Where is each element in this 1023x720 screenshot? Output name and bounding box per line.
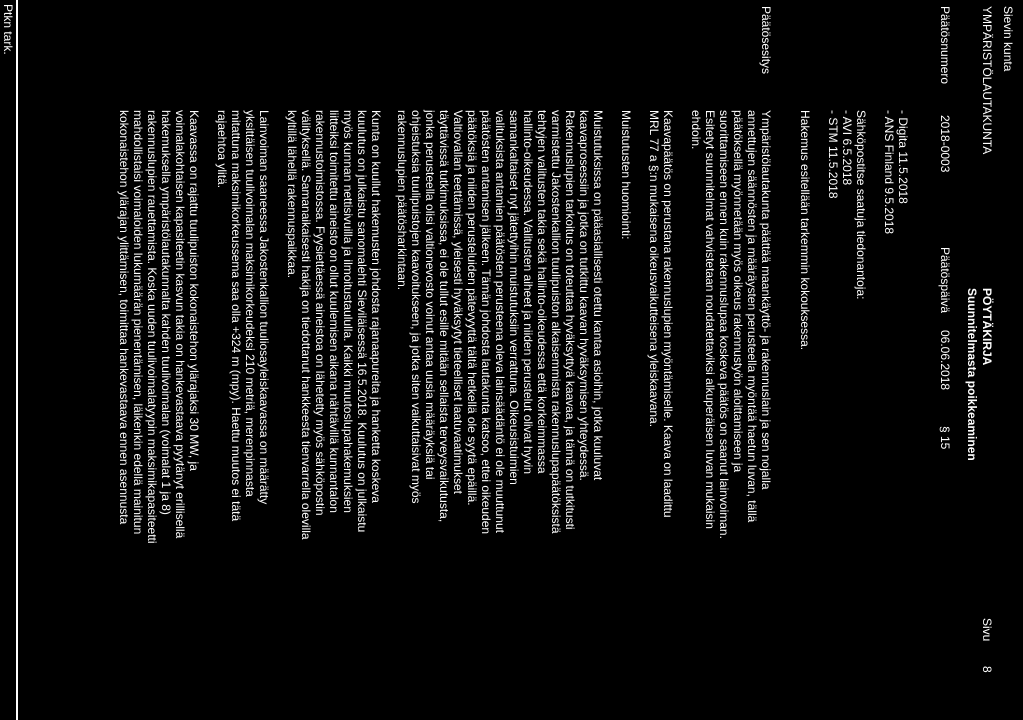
paragraph-line: päätöksellä myönnetään myös oikeus rakennustyön aloittamiseen ja <box>731 110 745 473</box>
paragraph-line: varmistettu Jakostenkallion tuulipuiston alkaisemmista rakennuslupapäätöksistä <box>549 110 563 534</box>
paragraph-line: kyltillä lähellä rakennuspaikkaa. <box>285 110 299 279</box>
paragraph-line: mahdollistaisi voimaloiden lukumäärän pienentämisen, läikenkin edellä mainitun <box>131 110 145 535</box>
paragraph-line: rajaehtoa ylitä. <box>215 110 229 189</box>
footer-rule <box>16 0 18 720</box>
meeting-note: Hakemus esitellään tarkemmin kokouksessa. <box>798 110 812 351</box>
paragraph-line: Kaavassa on rajattu tuulipuiston kokonaistehon ylärajaksi 30 MW, ja <box>187 110 201 471</box>
paragraph-line: päätöksiä ja niiden perusteluiden pätevyyttä tältä hetkellä ole syytä epäillä. <box>465 110 479 506</box>
paragraph-line: Muistutuksissa on pääasiallisesti otettu kantaa asioihin, jotka kuuluvat <box>591 110 605 481</box>
paragraph-line: täyttävissä tutkimuksissa, ei ole tullut esille mitään sellaista terveysvaikutusta, <box>437 110 451 523</box>
proposal-label: Päätösesitys <box>759 6 773 75</box>
paragraph-line: hakemuksella ympäristölautakunnalta kahden tuulivoimalan (voimalat 1 ja 8) <box>159 110 173 515</box>
paragraph-line: rakennuslupien rauettamista. Koska uuden tuulivoimalatyypin maksimikapasiteetti <box>145 110 159 544</box>
paragraph-line: kuulutus on julkaistu sanomalehti Sieviläisessä 16.5.2018. Kuulutus on julkaistu <box>355 110 369 533</box>
paragraph-line: rakennustoimistossa. Fyysiettäessä aineistoa on lähetetty myös sähköpostin <box>313 110 327 516</box>
paragraph-line: jonka perusteella olisi valtionevosto voinut antaa uusia määräyksiä tai <box>423 110 437 480</box>
statement-item: - Digita 11.5.2018 <box>896 110 910 204</box>
paragraph-line: ehdoin. <box>689 110 703 150</box>
paragraph-line: Ympäristölautakunta päättää maankäyttö- ja rakennuslain ja sen nojalla <box>759 110 773 490</box>
paragraph-line: päätösten antamisen jälkeen. Tämän johdosta lautakunta katsoo, ettei oikeuden <box>479 110 493 535</box>
paragraph-line: voimalakohtaisen kapasiteetin kasvun takia on hankevastaava pyytänyt erillisellä <box>173 110 187 539</box>
paragraph-line: Valtiovallan teettämissä, yleisesti hyväksytyt tieteelliset laatuvaatimukset <box>451 110 465 494</box>
page-number: 8 <box>980 666 994 673</box>
paragraph-line: hallinto-oikeudessa. Valitusten aiheet ja niiden perustelut olivat hyvin <box>521 110 535 475</box>
footer-review-note: Ptkn tark. <box>1 4 15 55</box>
page-label: Sivu <box>980 618 994 642</box>
paragraph-line: Kunta on kuullut hakemusten johdosta rajanaapureita ja hanketta koskeva <box>369 110 383 503</box>
statement-item: - ANS Finland 9.5.2018 <box>882 110 896 235</box>
paragraph-line: mitattuna maksimikorkeussema saa olla +324 m (mpy). Haettu muutos ei tätä <box>229 110 243 522</box>
paragraph-line: kokonaistehon ylärajan ylittämisen, toimittaa hankevastaava ennen asennusta <box>117 110 131 525</box>
document-type: PÖYTÄKIRJA <box>980 288 994 366</box>
municipality-name: Sievin kunta <box>1001 6 1015 72</box>
decision-date-label: Päätöspäivä <box>938 247 952 314</box>
paragraph-line: välityksellä. Samanaikaisesti hakija on tiedottanut hankkeesta tienvarrella olevilla <box>299 110 313 540</box>
paragraph-line: annettujen säännösten ja määräysten perusteella myöntää haetun luvan, tällä <box>745 110 759 523</box>
document-subject: Suunnitelmasta poikkeaminen <box>965 288 979 461</box>
email-item: - STM 11.5.2018 <box>826 110 840 199</box>
paragraph-line: samankaltaiset nyt jätettyihin muistutuksiin verrattuna. Oikeusistuimien <box>507 110 521 485</box>
paragraph-line: Kaavapäätös on perustana rakennuslupien myöntämiselle. Kaava on laadittu <box>661 110 675 518</box>
board-name: YMPÄRISTÖLAUTAKUNTA <box>980 6 994 155</box>
paragraph-line: rakennuslupien päätösharkintaan. <box>395 110 409 291</box>
paragraph-line: MRL 77 a §:n mukaisena oikeusvaikutteisena yleiskaavana. <box>647 110 661 428</box>
decision-date: 06.06.2018 <box>938 330 952 391</box>
paragraph-line: valituksista antamien päätösten perusteena oleva lainsäädäntö ei ole muuttunut <box>493 110 507 533</box>
paragraph-line: liitteiksi toimitettu aineisto on ollut kuulemisen aikana nähtävillä kunnantalon <box>327 110 341 513</box>
email-label: Sähköpostitse saatuja tiedonantoja: <box>854 110 868 300</box>
paragraph-line: ohjeistuksia tuulipuistojen kaavoitukseen, ja jotka siten vaikuttaisivat myös <box>409 110 423 504</box>
decision-number: 2018-0003 <box>938 115 952 173</box>
reminders-label: Muistutusten huomiointi: <box>619 110 633 240</box>
paragraph-line: yksittäisen tuulivoimalan maksimikorkeudeksi 210 metriä, merenpinnasta <box>243 110 257 497</box>
email-item: - AVI 6.5.2018 <box>840 110 854 186</box>
paragraph-line: tehtyjen valitusten takia sekä hallinto-oikeudessa että korkeimmassa <box>535 110 549 474</box>
section-number: § 15 <box>938 426 952 450</box>
paragraph-line: Lainvoiman saaneessa Jakostenkallion tuuliosayleiskaavassa on määrätty <box>257 110 271 505</box>
decision-number-label: Päätösnumero <box>938 6 952 85</box>
paragraph-line: suorittamiseen ennen kuin rakennuslupaa koskeva päätös on saanut lainvoiman. <box>717 110 731 539</box>
paragraph-line: kaavaprosessiin ja jotka on tutkittu kaavan hyväksymisen yhteydessä. <box>577 110 591 481</box>
paragraph-line: myös kunnan nettisivuilla ja ilmoitustaululla. Kaikki muutoslupahakemuksien <box>341 110 355 513</box>
paragraph-line: Rakennuslupien tarkoitus on toteuttaa hyväksyttyä kaavaa, ja tämä on tutkitusti <box>563 110 577 530</box>
paragraph-line: Esitetyt suunnitelmat vahvistetaan noudatettaviksi alkuperäisen luvan mukaisin <box>703 110 717 529</box>
